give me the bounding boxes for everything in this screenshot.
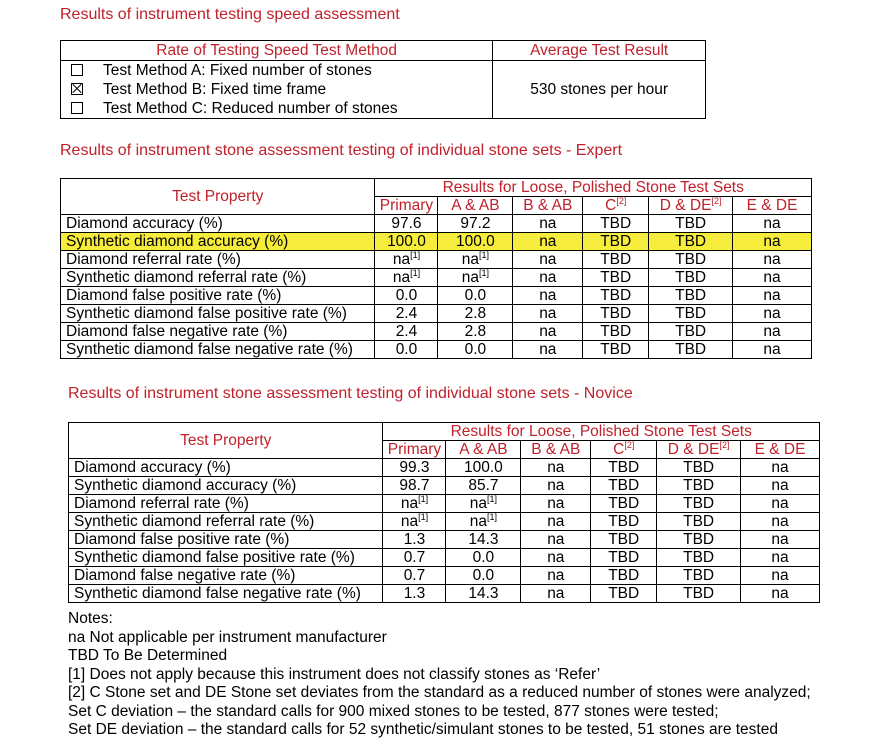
row-value (591, 585, 657, 603)
col-header-label: D & DE (659, 197, 712, 214)
table-row (61, 251, 812, 269)
value-text: na (763, 269, 781, 286)
value-text: na (539, 287, 557, 304)
row-value (583, 341, 649, 359)
row-value (649, 341, 733, 359)
value-text: 1.3 (403, 531, 426, 548)
col-header-label: A & AB (451, 197, 500, 214)
value-text: na (469, 513, 488, 530)
row-value (383, 513, 446, 531)
value-text: 0.7 (403, 567, 426, 584)
value-text: na (771, 567, 789, 584)
value-text: TBD (600, 323, 632, 340)
row-value (583, 215, 649, 233)
value-text: TBD (675, 269, 707, 286)
table-row (69, 549, 820, 567)
value-text: na (539, 269, 557, 286)
speed-method-header: Rate of Testing Speed Test Method (61, 41, 493, 61)
speed-result-value: 530 stones per hour (493, 61, 706, 119)
row-value (375, 269, 438, 287)
value-text: TBD (683, 585, 715, 602)
row-value (649, 215, 733, 233)
value-note: [1] (410, 268, 421, 278)
row-value (521, 459, 591, 477)
value-text: TBD (675, 323, 707, 340)
value-text: na (771, 549, 789, 566)
row-value (657, 495, 741, 513)
value-text: na (461, 251, 480, 268)
value-text: na (539, 305, 557, 322)
row-value (521, 513, 591, 531)
novice-col-header (446, 441, 521, 459)
method-row-c (61, 99, 493, 119)
expert-col-header (438, 197, 513, 215)
method-row-b (61, 80, 493, 99)
row-value (591, 459, 657, 477)
novice-heading: Results of instrument stone assessment testing of individual stone sets - Novice (68, 385, 633, 402)
row-property: Synthetic diamond false negative rate (%) (61, 341, 375, 359)
value-text: na (763, 323, 781, 340)
row-value (446, 477, 521, 495)
row-value (383, 477, 446, 495)
value-text: 98.7 (399, 477, 430, 494)
row-value (733, 269, 812, 287)
speed-result-header: Average Test Result (493, 41, 706, 61)
table-row (69, 513, 820, 531)
row-property: Diamond false positive rate (%) (69, 531, 383, 549)
value-text: na (547, 549, 565, 566)
value-text: na (763, 305, 781, 322)
row-value (446, 531, 521, 549)
row-value (583, 305, 649, 323)
highlighted-row (61, 233, 812, 251)
row-value (657, 549, 741, 567)
col-header-note: [2] (624, 440, 635, 450)
value-text: TBD (608, 531, 640, 548)
value-text: 85.7 (468, 477, 499, 494)
novice-group-header: Results for Loose, Polished Stone Test Sets (383, 423, 820, 441)
value-text: na (547, 459, 565, 476)
value-text: TBD (600, 269, 632, 286)
value-text: TBD (683, 459, 715, 476)
checkbox-icon (71, 102, 83, 114)
row-value (649, 233, 733, 251)
row-value (383, 549, 446, 567)
value-text: TBD (675, 233, 707, 250)
row-value (446, 459, 521, 477)
value-note: [1] (418, 512, 429, 522)
row-value (446, 585, 521, 603)
table-row (69, 477, 820, 495)
value-text: na (547, 585, 565, 602)
row-property: Synthetic diamond referral rate (%) (61, 269, 375, 287)
row-value (591, 477, 657, 495)
note-1: [1] Does not apply because this instrument does not classify stones as ‘Refer’ (68, 665, 601, 683)
novice-table (68, 422, 820, 603)
table-row (61, 305, 812, 323)
row-value (733, 287, 812, 305)
value-text: TBD (608, 567, 640, 584)
expert-col-header (583, 197, 649, 215)
value-text: 2.4 (395, 323, 418, 340)
row-value (521, 531, 591, 549)
note-set-c: Set C deviation – the standard calls for 900 mixed stones to be tested, 877 stones were tested; (68, 702, 719, 720)
row-value (446, 549, 521, 567)
value-text: 14.3 (468, 531, 499, 548)
row-value (375, 215, 438, 233)
value-text: 100.0 (464, 459, 503, 476)
method-label: Test Method A: Fixed number of stones (103, 62, 372, 79)
row-value (438, 269, 513, 287)
novice-col-header (591, 441, 657, 459)
row-value (513, 251, 583, 269)
row-value (383, 459, 446, 477)
note-set-de: Set DE deviation – the standard calls for 52 synthetic/simulant stones to be tested, 51 stones are tested (68, 721, 778, 738)
row-value (513, 287, 583, 305)
row-value (657, 459, 741, 477)
value-text: 1.3 (403, 585, 426, 602)
note-2: [2] C Stone set and DE Stone set deviates from the standard as a reduced number of stones were analyzed; (68, 684, 811, 701)
expert-table (60, 178, 812, 359)
row-value (733, 251, 812, 269)
value-text: TBD (600, 233, 632, 250)
value-text: na (771, 495, 789, 512)
row-value (375, 233, 438, 251)
row-value (591, 495, 657, 513)
value-text: na (400, 495, 419, 512)
value-text: na (763, 287, 781, 304)
row-value (438, 215, 513, 233)
method-label: Test Method B: Fixed time frame (103, 81, 327, 98)
row-value (657, 531, 741, 549)
value-text: na (771, 531, 789, 548)
expert-group-header: Results for Loose, Polished Stone Test Sets (375, 179, 812, 197)
checked-checkbox-icon (71, 83, 83, 95)
value-text: na (547, 513, 565, 530)
row-value (446, 513, 521, 531)
row-value (591, 549, 657, 567)
value-text: TBD (675, 341, 707, 358)
value-text: 0.0 (464, 341, 487, 358)
row-value (741, 549, 820, 567)
row-value (375, 341, 438, 359)
row-value (438, 305, 513, 323)
row-property: Synthetic diamond false negative rate (%) (69, 585, 383, 603)
value-text: na (539, 323, 557, 340)
note-tbd: TBD To Be Determined (68, 647, 228, 664)
table-row (61, 341, 812, 359)
value-text: na (771, 477, 789, 494)
row-value (741, 477, 820, 495)
value-text: 100.0 (456, 233, 495, 250)
row-value (649, 251, 733, 269)
value-text: na (547, 567, 565, 584)
value-note: [1] (479, 250, 490, 260)
value-note: [1] (479, 268, 490, 278)
col-header-label: E & DE (754, 441, 806, 458)
col-header-label: E & DE (746, 197, 798, 214)
value-text: 14.3 (468, 585, 499, 602)
value-text: TBD (608, 495, 640, 512)
row-value (649, 323, 733, 341)
value-text: na (539, 341, 557, 358)
row-value (521, 549, 591, 567)
table-row (69, 531, 820, 549)
row-property: Diamond referral rate (%) (69, 495, 383, 513)
value-text: TBD (608, 549, 640, 566)
row-value (657, 585, 741, 603)
value-text: na (771, 459, 789, 476)
value-text: na (763, 215, 781, 232)
row-value (375, 251, 438, 269)
table-row (61, 269, 812, 287)
value-text: TBD (683, 495, 715, 512)
row-value (438, 233, 513, 251)
row-value (375, 287, 438, 305)
value-text: na (547, 477, 565, 494)
row-value (513, 305, 583, 323)
expert-col-header (649, 197, 733, 215)
row-value (657, 513, 741, 531)
row-value (521, 495, 591, 513)
col-header-label: B & AB (523, 197, 573, 214)
value-text: TBD (608, 477, 640, 494)
speed-table (60, 40, 706, 119)
row-property: Diamond false negative rate (%) (61, 323, 375, 341)
col-header-label: C (605, 197, 617, 214)
checkbox-icon (71, 64, 83, 76)
row-property: Synthetic diamond false positive rate (%) (61, 305, 375, 323)
value-text: 0.0 (395, 287, 418, 304)
table-row (61, 215, 812, 233)
value-text: 0.7 (403, 549, 426, 566)
row-value (583, 323, 649, 341)
row-value (591, 513, 657, 531)
value-text: na (763, 341, 781, 358)
value-text: TBD (608, 585, 640, 602)
row-value (383, 567, 446, 585)
row-value (521, 567, 591, 585)
value-text: TBD (675, 215, 707, 232)
row-value (591, 531, 657, 549)
value-text: 0.0 (472, 549, 495, 566)
table-row (69, 495, 820, 513)
row-property: Diamond false negative rate (%) (69, 567, 383, 585)
col-header-note: [2] (616, 196, 627, 206)
row-value (741, 495, 820, 513)
value-text: 97.2 (460, 215, 491, 232)
method-label: Test Method C: Reduced number of stones (103, 100, 398, 117)
row-value (583, 269, 649, 287)
col-header-label: D & DE (667, 441, 720, 458)
table-row (69, 567, 820, 585)
value-text: TBD (683, 477, 715, 494)
expert-col-header (513, 197, 583, 215)
note-na: na Not applicable per instrument manufacturer (68, 628, 387, 646)
value-text: na (461, 269, 480, 286)
col-header-note: [2] (719, 440, 730, 450)
col-header-label: B & AB (531, 441, 581, 458)
value-text: 0.0 (395, 341, 418, 358)
row-value (649, 305, 733, 323)
row-value (591, 567, 657, 585)
value-text: TBD (683, 567, 715, 584)
novice-col-header (521, 441, 591, 459)
row-value (649, 269, 733, 287)
row-value (438, 287, 513, 305)
row-value (741, 585, 820, 603)
row-property: Diamond referral rate (%) (61, 251, 375, 269)
row-property: Diamond accuracy (%) (61, 215, 375, 233)
row-value (741, 567, 820, 585)
value-text: na (539, 251, 557, 268)
row-value (513, 269, 583, 287)
row-value (583, 287, 649, 305)
row-value (733, 233, 812, 251)
row-value (741, 459, 820, 477)
value-text: TBD (683, 513, 715, 530)
row-value (583, 233, 649, 251)
notes-title: Notes: (68, 610, 113, 627)
value-text: TBD (675, 305, 707, 322)
novice-col-header (383, 441, 446, 459)
col-header-label: Primary (387, 441, 442, 458)
table-row (69, 585, 820, 603)
value-text: na (771, 513, 789, 530)
value-text: TBD (683, 531, 715, 548)
value-text: 2.4 (395, 305, 418, 322)
value-text: TBD (608, 459, 640, 476)
table-row (61, 287, 812, 305)
value-text: TBD (600, 251, 632, 268)
row-property: Diamond false positive rate (%) (61, 287, 375, 305)
col-header-label: A & AB (459, 441, 508, 458)
value-text: 2.8 (464, 305, 487, 322)
value-note: [1] (410, 250, 421, 260)
row-value (583, 251, 649, 269)
expert-test-property-header: Test Property (61, 179, 375, 215)
row-value (446, 567, 521, 585)
row-value (733, 305, 812, 323)
value-text: TBD (600, 305, 632, 322)
value-text: na (400, 513, 419, 530)
row-value (438, 251, 513, 269)
value-text: 97.6 (391, 215, 422, 232)
value-text: na (539, 215, 557, 232)
row-value (513, 323, 583, 341)
row-value (446, 495, 521, 513)
value-text: TBD (683, 549, 715, 566)
row-value (733, 323, 812, 341)
value-text: TBD (600, 341, 632, 358)
row-value (513, 215, 583, 233)
notes (68, 610, 811, 740)
value-text: na (771, 585, 789, 602)
value-text: 2.8 (464, 323, 487, 340)
row-value (375, 323, 438, 341)
method-row-a (61, 61, 493, 81)
row-value (733, 341, 812, 359)
value-text: TBD (675, 287, 707, 304)
value-text: na (469, 495, 488, 512)
col-header-note: [2] (711, 196, 722, 206)
row-value (649, 287, 733, 305)
speed-heading: Results of instrument testing speed assessment (60, 6, 400, 23)
value-text: na (392, 251, 411, 268)
novice-col-header (657, 441, 741, 459)
value-note: [1] (418, 494, 429, 504)
value-text: TBD (600, 215, 632, 232)
row-value (513, 341, 583, 359)
row-value (513, 233, 583, 251)
value-text: na (547, 495, 565, 512)
row-value (521, 477, 591, 495)
row-property: Synthetic diamond false positive rate (%) (69, 549, 383, 567)
row-property: Synthetic diamond accuracy (%) (61, 233, 375, 251)
row-value (375, 305, 438, 323)
col-header-label: C (613, 441, 625, 458)
value-note: [1] (487, 494, 498, 504)
value-text: TBD (600, 287, 632, 304)
row-value (657, 477, 741, 495)
expert-col-header (375, 197, 438, 215)
row-property: Synthetic diamond accuracy (%) (69, 477, 383, 495)
value-text: 0.0 (464, 287, 487, 304)
value-text: TBD (675, 251, 707, 268)
row-value (438, 323, 513, 341)
novice-col-header (741, 441, 820, 459)
row-value (383, 585, 446, 603)
row-property: Diamond accuracy (%) (69, 459, 383, 477)
value-text: na (539, 233, 557, 250)
value-text: na (392, 269, 411, 286)
row-value (383, 531, 446, 549)
row-property: Synthetic diamond referral rate (%) (69, 513, 383, 531)
value-text: TBD (608, 513, 640, 530)
row-value (741, 513, 820, 531)
expert-heading: Results of instrument stone assessment testing of individual stone sets - Expert (60, 142, 623, 159)
row-value (521, 585, 591, 603)
table-row (61, 323, 812, 341)
row-value (383, 495, 446, 513)
row-value (438, 341, 513, 359)
value-text: na (763, 251, 781, 268)
col-header-label: Primary (379, 197, 434, 214)
value-text: na (547, 531, 565, 548)
row-value (657, 567, 741, 585)
value-text: 0.0 (472, 567, 495, 584)
row-value (741, 531, 820, 549)
table-row (69, 459, 820, 477)
expert-col-header (733, 197, 812, 215)
value-text: 99.3 (399, 459, 430, 476)
value-note: [1] (487, 512, 498, 522)
value-text: na (763, 233, 781, 250)
novice-test-property-header: Test Property (69, 423, 383, 459)
value-text: 100.0 (387, 233, 426, 250)
row-value (733, 215, 812, 233)
